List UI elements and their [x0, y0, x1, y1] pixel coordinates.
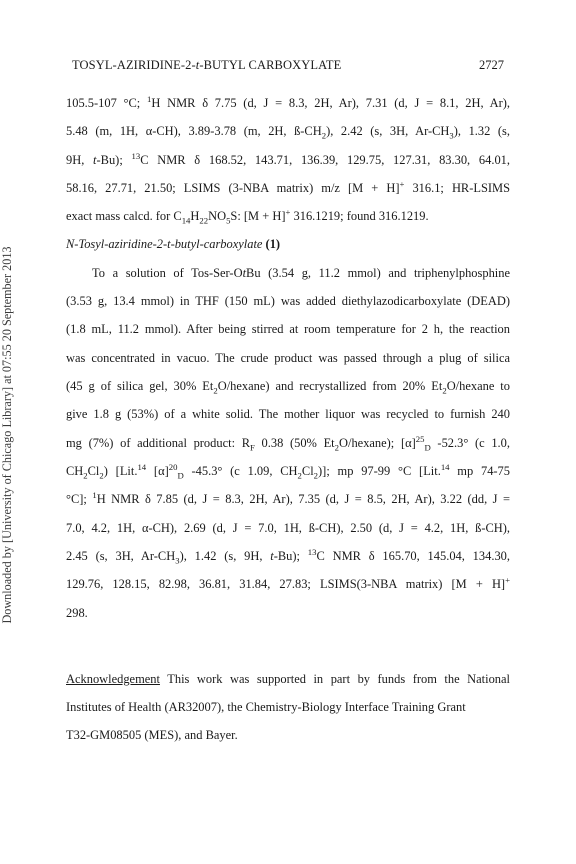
running-title: TOSYL-AZIRIDINE-2-t-BUTYL CARBOXYLATE: [72, 58, 342, 72]
body-line-2: 5.48 (m, 1H, α-CH), 3.89-3.78 (m, 2H, $ß-CH_2$), 2.42 (s, 3H, $Ar-CH_3$), 1.32 (s,: [66, 124, 510, 141]
body-line-5: exact mass calcd. for $C_{14}H_{22}NO_5S$: [M + H]+ 316.1219; found 316.1219.: [66, 206, 429, 226]
body-line-9: (1.8 mL, 11.2 mmol). After being stirred at room temperature for 2 h, the reaction: [66, 322, 510, 336]
body-line-1: 105.5-107 °C; $^1$H NMR δ 7.75 (d, J = 8.3, 2H, Ar), 7.31 (d, J = 8.1, 2H, Ar),: [66, 93, 511, 110]
body-line-18: 129.76, 128.15, 82.98, 36.81, 31.84, 27.83; LSIMS(3-NBA matrix) [M + H]+: [66, 574, 510, 591]
body-line-8: (3.53 g, 13.4 mmol) in THF (150 mL) was added diethylazodicarboxylate (DEAD): [66, 294, 510, 308]
body-line-12: give 1.8 g (53%) of a white solid. The mother liquor was recycled to furnish 240: [66, 407, 510, 421]
acknowledgement-line-3: T32-GM08505 (MES), and Bayer.: [66, 728, 238, 742]
body-line-3: 9H, t-Bu); $^{13}$C NMR δ 168.52, 143.71, 136.39, 129.75, 127.31, 83.30, 64.01,: [66, 150, 510, 167]
body-line-7: To a solution of Tos-Ser-OtBu (3.54 g, 11.2 mmol) and triphenylphosphine: [92, 266, 510, 280]
body-line-14: $CH_2Cl_2$) [Lit.$^{14}$ $[\alpha]^{20}_D$ -45.3° (c 1.09, $CH_2Cl_2$)]; mp 97-99 °C [Lit.$^{14}$ mp 74-75: [66, 461, 510, 481]
body-line-19: 298.: [66, 606, 88, 620]
acknowledgement-line-2: Institutes of Health (AR32007), the Chemistry-Biology Interface Training Grant: [66, 700, 466, 714]
download-watermark: Downloaded by [University of Chicago Library] at 07:55 20 September 2013: [0, 246, 14, 624]
body-line-11: (45 g of silica gel, 30% $Et_2O/hexane$) and recrystallized from 20% $Et_2O$/hexane to: [66, 379, 510, 396]
body-line-13: mg (7%) of additional product: $R_F$ 0.38 (50% $Et_2O/hexane$); $[\alpha]^{25}_D$ -52.3° (c 1.0,: [66, 433, 510, 453]
compound-heading: N-Tosyl-aziridine-2-t-butyl-carboxylate (1): [66, 237, 281, 251]
body-line-10: was concentrated in vacuo. The crude product was passed through a plug of silica: [66, 351, 510, 365]
acknowledgement-line-1: Acknowledgement This work was supported in part by funds from the National: [66, 672, 510, 686]
running-header: [72, 57, 504, 73]
body-line-16: 7.0, 4.2, 1H, α-CH), 2.69 (d, J = 7.0, 1H, ß-CH), 2.50 (d, J = 4.2, 1H, ß-CH),: [66, 521, 510, 535]
page-number: 2727: [479, 58, 504, 72]
body-line-4: 58.16, 27.71, 21.50; LSIMS (3-NBA matrix) m/z [M + H]+ 316.1; HR-LSIMS: [66, 178, 510, 195]
body-line-15: °C]; $^1$H NMR δ 7.85 (d, J = 8.3, 2H, Ar), 7.35 (d, J = 8.5, 2H, Ar), 3.22 (dd, J =: [66, 489, 510, 506]
body-line-17: 2.45 (s, 3H, $Ar-CH_3$), 1.42 (s, 9H, t-Bu); $^{13}$C NMR δ 165.70, 145.04, 134.30,: [66, 546, 510, 566]
